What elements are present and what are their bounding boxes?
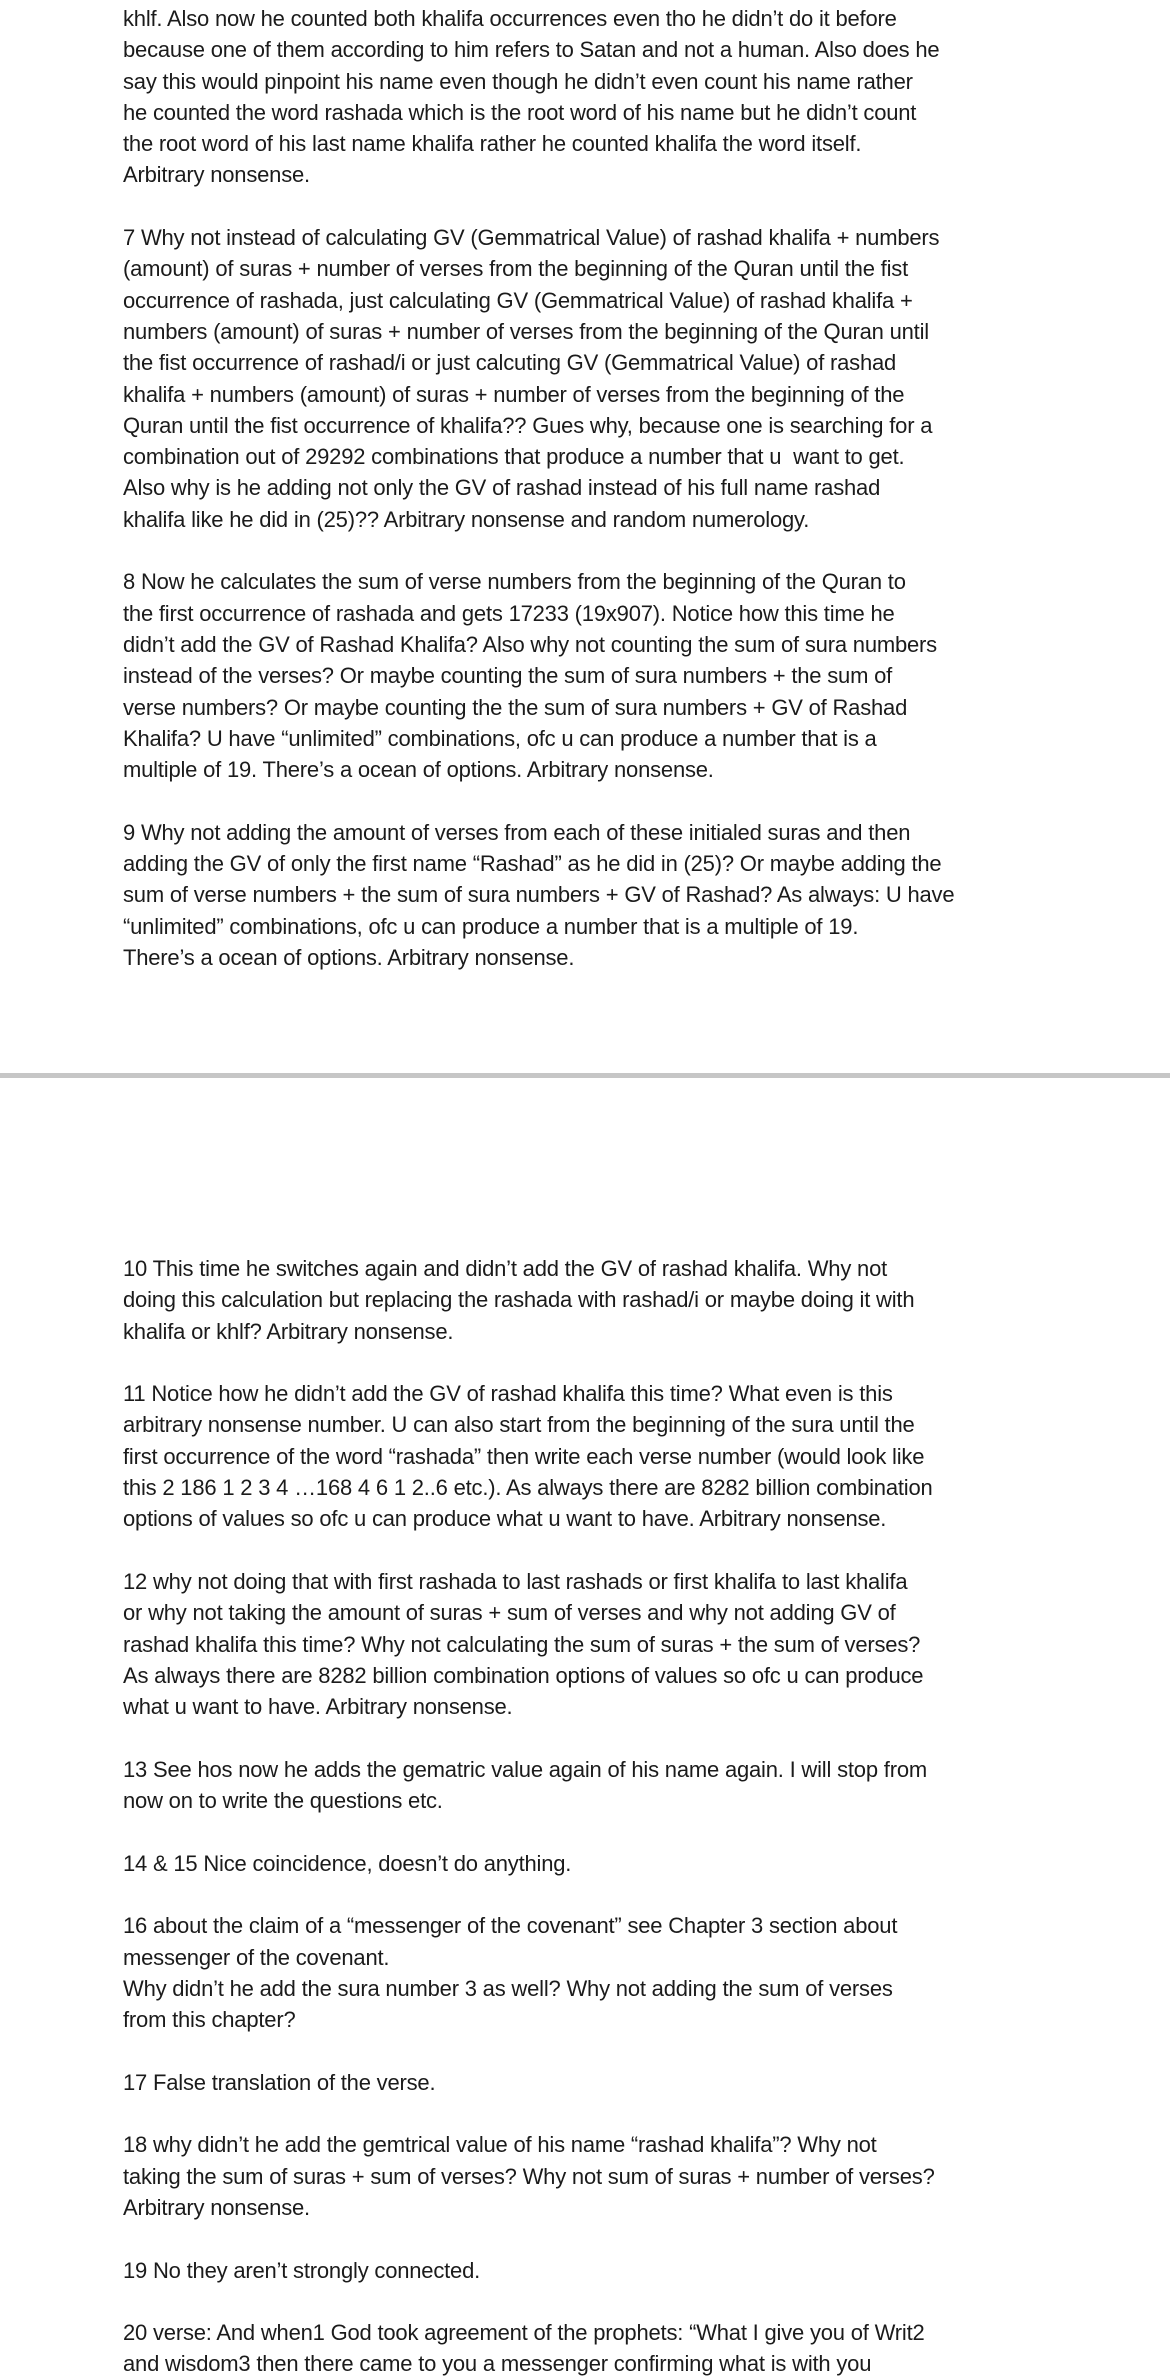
text-line: verse numbers? Or maybe counting the the sum of sura numbers + GV of Rashad — [123, 694, 908, 720]
text-line: 8 Now he calculates the sum of verse numbers from the beginning of the Quran to — [123, 569, 906, 595]
text-line: khalifa or khlf? Arbitrary nonsense. — [123, 1318, 454, 1344]
paragraph — [123, 2067, 1058, 2098]
text-line: or why not taking the amount of suras + sum of verses and why not adding GV of — [123, 1600, 896, 1626]
text-line: khlf. Also now he counted both khalifa occurrences even tho he didn’t do it before — [123, 6, 897, 31]
text-line: multiple of 19. There’s a ocean of options. Arbitrary nonsense. — [123, 757, 714, 783]
text-line: taking the sum of suras + sum of verses? Why not sum of suras + number of verses? — [123, 2163, 935, 2189]
text-line: khalifa like he did in (25)?? Arbitrary nonsense and random numerology. — [123, 506, 810, 532]
page-1-text — [123, 3, 1058, 973]
text-line: Khalifa? U have “unlimited” combinations, ofc u can produce a number that is a — [123, 725, 877, 751]
text-line: 16 about the claim of a “messenger of the covenant” see Chapter 3 section about — [123, 1913, 898, 1939]
text-line: combination out of 29292 combinations that produce a number that u want to get. — [123, 444, 905, 470]
text-line: Arbitrary nonsense. — [123, 2194, 310, 2220]
text-line: There’s a ocean of options. Arbitrary nonsense. — [123, 944, 575, 970]
paragraph — [123, 1848, 1058, 1879]
text-line: what u want to have. Arbitrary nonsense. — [123, 1694, 513, 1720]
text-line: “unlimited” combinations, ofc u can produce a number that is a multiple of 19. — [123, 913, 859, 939]
text-line: the root word of his last name khalifa rather he counted khalifa the word itself. — [123, 131, 862, 157]
text-line: say this would pinpoint his name even though he didn’t even count his name rather — [123, 68, 913, 94]
text-line: occurrence of rashada, just calculating GV (Gemmatrical Value) of rashad khalifa + — [123, 287, 913, 313]
text-line: 9 Why not adding the amount of verses from each of these initialed suras and then — [123, 819, 911, 845]
text-line: 14 & 15 Nice coincidence, doesn’t do anything. — [123, 1850, 572, 1876]
text-line: and wisdom3 then there came to you a messenger confirming what is with you — [123, 2351, 872, 2377]
paragraph — [123, 2129, 1058, 2223]
text-line: rashad khalifa this time? Why not calculating the sum of suras + the sum of verses? — [123, 1631, 921, 1657]
text-line: first occurrence of the word “rashada” then write each verse number (would look like — [123, 1443, 925, 1469]
paragraph — [123, 566, 1058, 785]
paragraph — [123, 222, 1058, 535]
paragraph — [123, 1253, 1058, 1347]
text-line: 18 why didn’t he add the gemtrical value of his name “rashad khalifa”? Why not — [123, 2132, 877, 2158]
text-line: messenger of the covenant. — [123, 1944, 390, 1970]
paragraph — [123, 1378, 1058, 1534]
page-2-text — [123, 1253, 1058, 2380]
text-line: doing this calculation but replacing the rashada with rashad/i or maybe doing it with — [123, 1287, 915, 1313]
text-line: arbitrary nonsense number. U can also start from the beginning of the sura until the — [123, 1412, 915, 1438]
text-line: the first occurrence of rashada and gets 17233 (19x907). Notice how this time he — [123, 600, 895, 626]
paragraph — [123, 2255, 1058, 2286]
paragraph — [123, 817, 1058, 973]
text-line: 19 No they aren’t strongly connected. — [123, 2257, 481, 2283]
text-line: he counted the word rashada which is the root word of his name but he didn’t count — [123, 99, 917, 125]
paragraph — [123, 1910, 1058, 2035]
text-line: 12 why not doing that with first rashada to last rashads or first khalifa to last khalifa — [123, 1568, 908, 1594]
paragraph — [123, 1754, 1058, 1817]
text-line: Quran until the fist occurrence of khalifa?? Gues why, because one is searching for a — [123, 412, 933, 438]
text-line: Also why is he adding not only the GV of rashad instead of his full name rashad — [123, 475, 881, 501]
text-line: from this chapter? — [123, 2007, 296, 2033]
text-line: because one of them according to him refers to Satan and not a human. Also does he — [123, 37, 940, 63]
text-line: As always there are 8282 billion combination options of values so ofc u can produce — [123, 1662, 924, 1688]
text-line: numbers (amount) of suras + number of verses from the beginning of the Quran until — [123, 318, 929, 344]
text-line: options of values so ofc u can produce what u want to have. Arbitrary nonsense. — [123, 1506, 887, 1532]
text-line: 11 Notice how he didn’t add the GV of rashad khalifa this time? What even is this — [123, 1381, 893, 1407]
paragraph — [123, 3, 1058, 191]
page-break-divider — [0, 1073, 1170, 1078]
text-line: now on to write the questions etc. — [123, 1788, 443, 1814]
text-line: Arbitrary nonsense. — [123, 162, 310, 188]
text-line: 10 This time he switches again and didn’t add the GV of rashad khalifa. Why not — [123, 1256, 888, 1281]
text-line: didn’t add the GV of Rashad Khalifa? Also why not counting the sum of sura numbers — [123, 631, 937, 657]
text-line: sum of verse numbers + the sum of sura numbers + GV of Rashad? As always: U have — [123, 882, 955, 908]
text-line: this 2 186 1 2 3 4 …168 4 6 1 2..6 etc.). As always there are 8282 billion combination — [123, 1475, 933, 1501]
text-line: khalifa + numbers (amount) of suras + number of verses from the beginning of the — [123, 381, 905, 407]
text-line: instead of the verses? Or maybe counting the sum of sura numbers + the sum of — [123, 663, 893, 689]
text-line: Why didn’t he add the sura number 3 as well? Why not adding the sum of verses — [123, 1975, 893, 2001]
text-line: 17 False translation of the verse. — [123, 2069, 436, 2095]
text-line: 13 See hos now he adds the gematric value again of his name again. I will stop from — [123, 1756, 927, 1782]
paragraph — [123, 1566, 1058, 1722]
text-line: the fist occurrence of rashad/i or just calcuting GV (Gemmatrical Value) of rashad — [123, 350, 897, 376]
paragraph — [123, 2317, 1058, 2380]
text-line: 20 verse: And when1 God took agreement of the prophets: “What I give you of Writ2 — [123, 2320, 925, 2346]
text-line: (amount) of suras + number of verses from the beginning of the Quran until the fist — [123, 256, 908, 282]
text-line: adding the GV of only the first name “Rashad” as he did in (25)? Or maybe adding the — [123, 851, 942, 877]
text-line: 7 Why not instead of calculating GV (Gemmatrical Value) of rashad khalifa + numbers — [123, 225, 940, 251]
